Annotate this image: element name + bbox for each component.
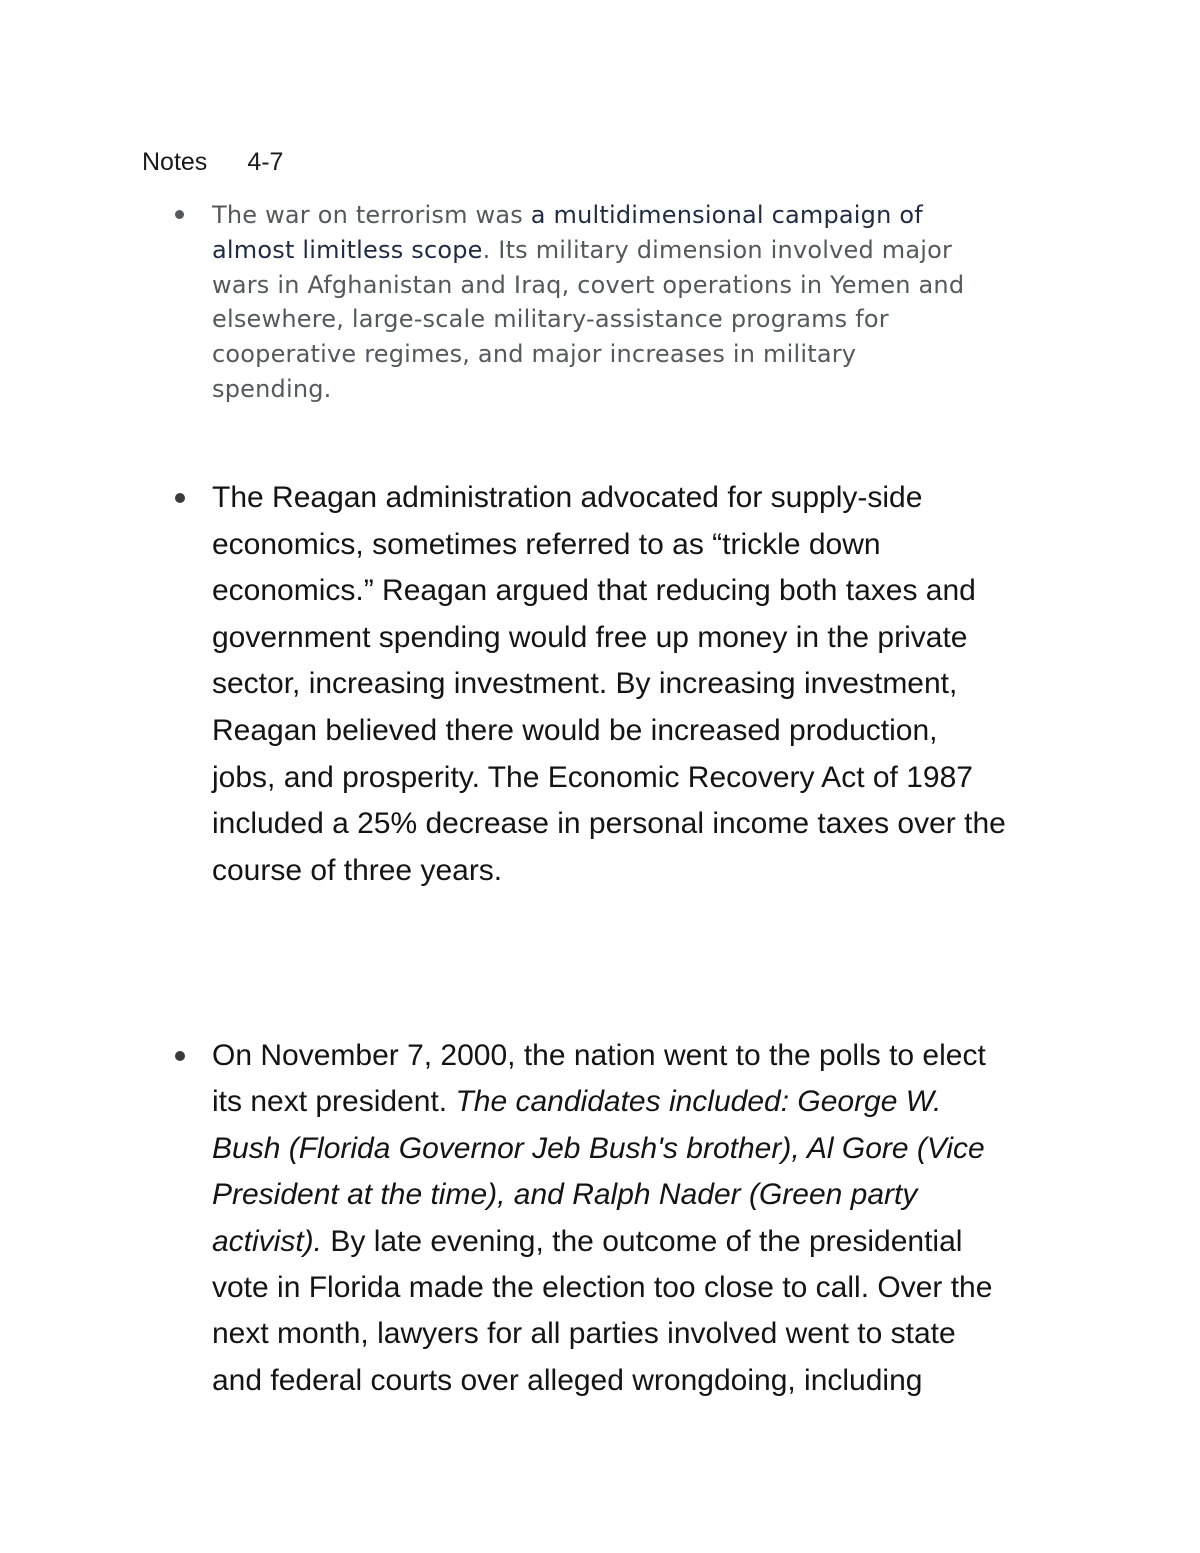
text-line: spending. <box>212 374 332 403</box>
text-line: next month, lawyers for all parties involved went to state <box>212 1317 956 1351</box>
text-line: On November 7, 2000, the nation went to the polls to elect <box>212 1039 986 1072</box>
text-line <box>212 1079 1092 1125</box>
page-heading <box>142 146 283 178</box>
bullet-icon <box>175 210 184 219</box>
text-line: economics, sometimes referred to as “trickle down <box>212 527 881 561</box>
bullet-item-election-2000 <box>212 1033 1092 1404</box>
bullet-item-reagan-economics <box>212 475 1092 894</box>
text-run: . Its military dimension involved major <box>482 235 953 264</box>
text-line: and federal courts over alleged wrongdoing, including <box>212 1363 923 1397</box>
text-line: included a 25% decrease in personal income taxes over the <box>212 807 1006 841</box>
text-run-emphasis: a multidimensional campaign of <box>530 201 923 229</box>
bullet-icon <box>175 493 185 503</box>
text-line: cooperative regimes, and major increases in military <box>212 340 857 369</box>
text-line: elsewhere, large-scale military-assistance programs for <box>212 305 889 334</box>
bullet-item-war-on-terrorism <box>212 198 1092 407</box>
heading-title: Notes <box>142 148 208 176</box>
text-line: jobs, and prosperity. The Economic Recovery Act of 1987 <box>212 760 973 794</box>
text-line: course of three years. <box>212 853 503 887</box>
heading-range: 4-7 <box>247 148 284 176</box>
text-line <box>212 1219 1092 1265</box>
text-run-italic: The candidates included: George W. <box>455 1085 942 1119</box>
bullet-icon <box>175 1051 185 1061</box>
text-line: Reagan believed there would be increased production, <box>212 713 938 747</box>
text-run-italic: activist). <box>212 1224 323 1258</box>
text-run-emphasis: almost limitless scope <box>212 235 483 264</box>
text-line: The Reagan administration advocated for supply-side <box>212 481 923 514</box>
text-line: economics.” Reagan argued that reducing both taxes and <box>212 574 976 608</box>
text-line: government spending would free up money in the private <box>212 620 968 654</box>
text-line: sector, increasing investment. By increasing investment, <box>212 667 958 701</box>
text-run: By late evening, the outcome of the presidential <box>322 1224 963 1258</box>
text-line <box>212 233 1092 268</box>
text-line <box>212 198 1092 233</box>
text-run: its next president. <box>212 1085 456 1119</box>
text-line: Bush (Florida Governor Jeb Bush's brother), Al Gore (Vice <box>212 1131 985 1165</box>
text-line: vote in Florida made the election too close to call. Over the <box>212 1271 993 1305</box>
text-line: wars in Afghanistan and Iraq, covert operations in Yemen and <box>212 270 965 299</box>
text-line: President at the time), and Ralph Nader (Green party <box>212 1178 918 1212</box>
text-run: The war on terrorism was <box>212 201 531 229</box>
